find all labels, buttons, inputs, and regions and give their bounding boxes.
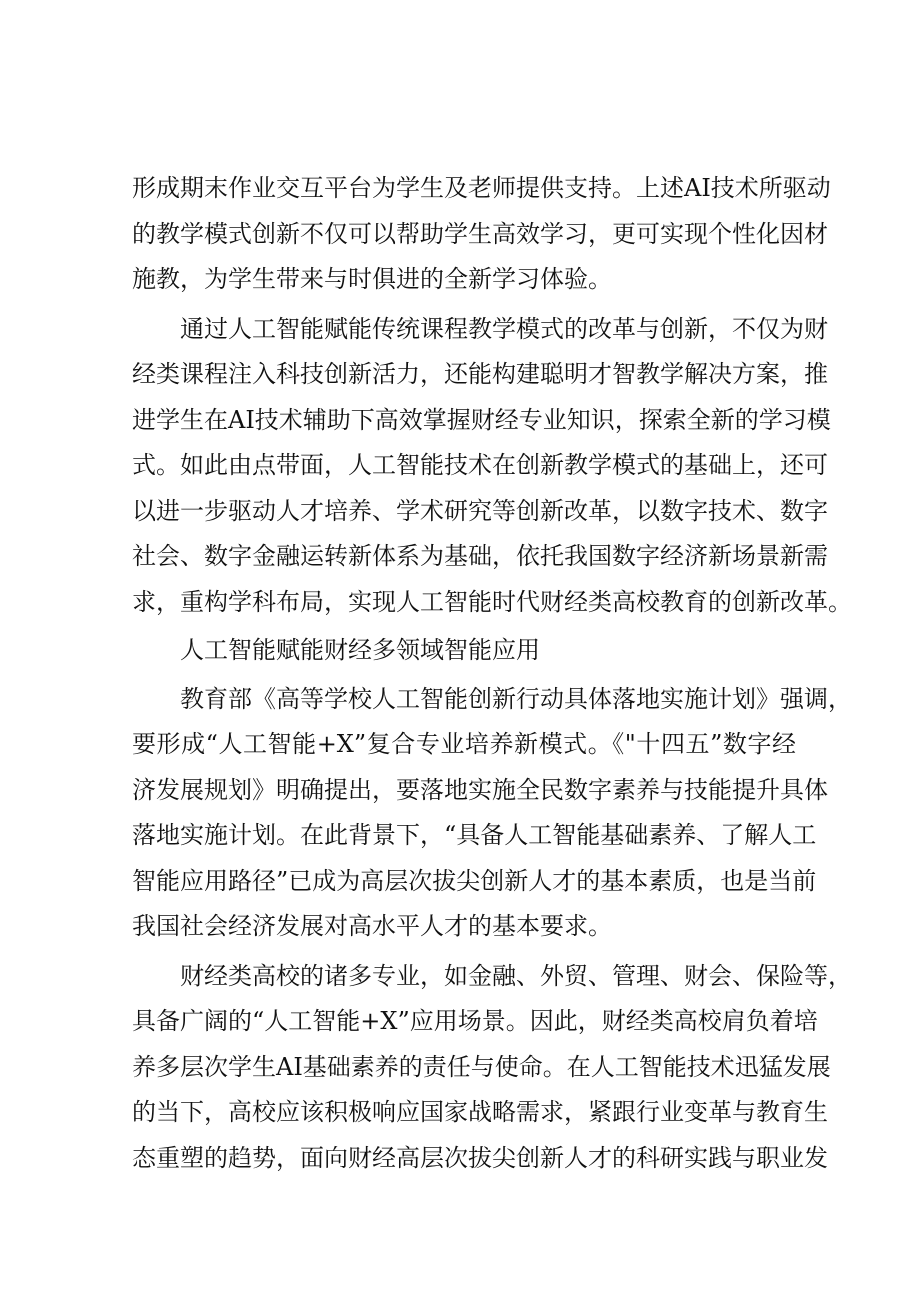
paragraph-4-line-2: 具备广阔的“人工智能+X”应用场景。因此，财经类高校肩负着培 — [132, 1007, 818, 1035]
paragraph-1-line-2: 的教学模式创新不仅可以帮助学生高效学习，更可实现个性化因材 — [132, 220, 828, 248]
paragraph-2-line-5: 以进一步驱动人才培养、学术研究等创新改革，以数字技术、数字 — [132, 497, 828, 525]
paragraph-2-line-6: 社会、数字金融运转新体系为基础，依托我国数字经济新场景新需 — [132, 542, 828, 570]
paragraph-2-line-7: 求，重构学科布局，实现人工智能时代财经类高校教育的创新改革。 — [132, 588, 852, 616]
paragraph-2-line-4: 式。如此由点带面，人工智能技术在创新教学模式的基础上，还可 — [132, 451, 828, 479]
paragraph-2-line-2: 经类课程注入科技创新活力，还能构建聪明才智教学解决方案，推 — [132, 360, 828, 388]
paragraph-2-line-3: 进学生在AI技术辅助下高效掌握财经专业知识，探索全新的学习模 — [132, 406, 831, 434]
paragraph-4-line-5: 态重塑的趋势，面向财经高层次拔尖创新人才的科研实践与职业发 — [132, 1144, 828, 1172]
paragraph-1-line-1: 形成期末作业交互平台为学生及老师提供支持。上述AI技术所驱动 — [132, 174, 831, 202]
paragraph-3-line-5: 智能应用路径”已成为高层次拔尖创新人才的基本素质，也是当前 — [132, 867, 817, 895]
paragraph-1-line-3: 施教，为学生带来与时俱进的全新学习体验。 — [132, 265, 612, 293]
paragraph-3-line-6: 我国社会经济发展对高水平人才的基本要求。 — [132, 912, 612, 940]
paragraph-4-line-1: 财经类高校的诸多专业，如金融、外贸、管理、财会、保险等， — [180, 962, 852, 990]
paragraph-2-line-1: 通过人工智能赋能传统课程教学模式的改革与创新，不仅为财 — [180, 315, 828, 343]
paragraph-3-line-4: 落地实施计划。在此背景下，“具备人工智能基础素养、了解人工 — [132, 821, 817, 849]
section-heading: 人工智能赋能财经多领域智能应用 — [180, 636, 540, 664]
paragraph-3-line-1: 教育部《高等学校人工智能创新行动具体落地实施计划》强调， — [180, 685, 852, 713]
paragraph-3-line-3: 济发展规划》明确提出，要落地实施全民数字素养与技能提升具体 — [132, 776, 828, 804]
paragraph-4-line-3: 养多层次学生AI基础素养的责任与使命。在人工智能技术迅猛发展 — [132, 1053, 831, 1081]
paragraph-4-line-4: 的当下，高校应该积极响应国家战略需求，紧跟行业变革与教育生 — [132, 1098, 828, 1126]
paragraph-3-line-2: 要形成“人工智能+X”复合专业培养新模式。《"十四五”数字经 — [132, 730, 796, 758]
